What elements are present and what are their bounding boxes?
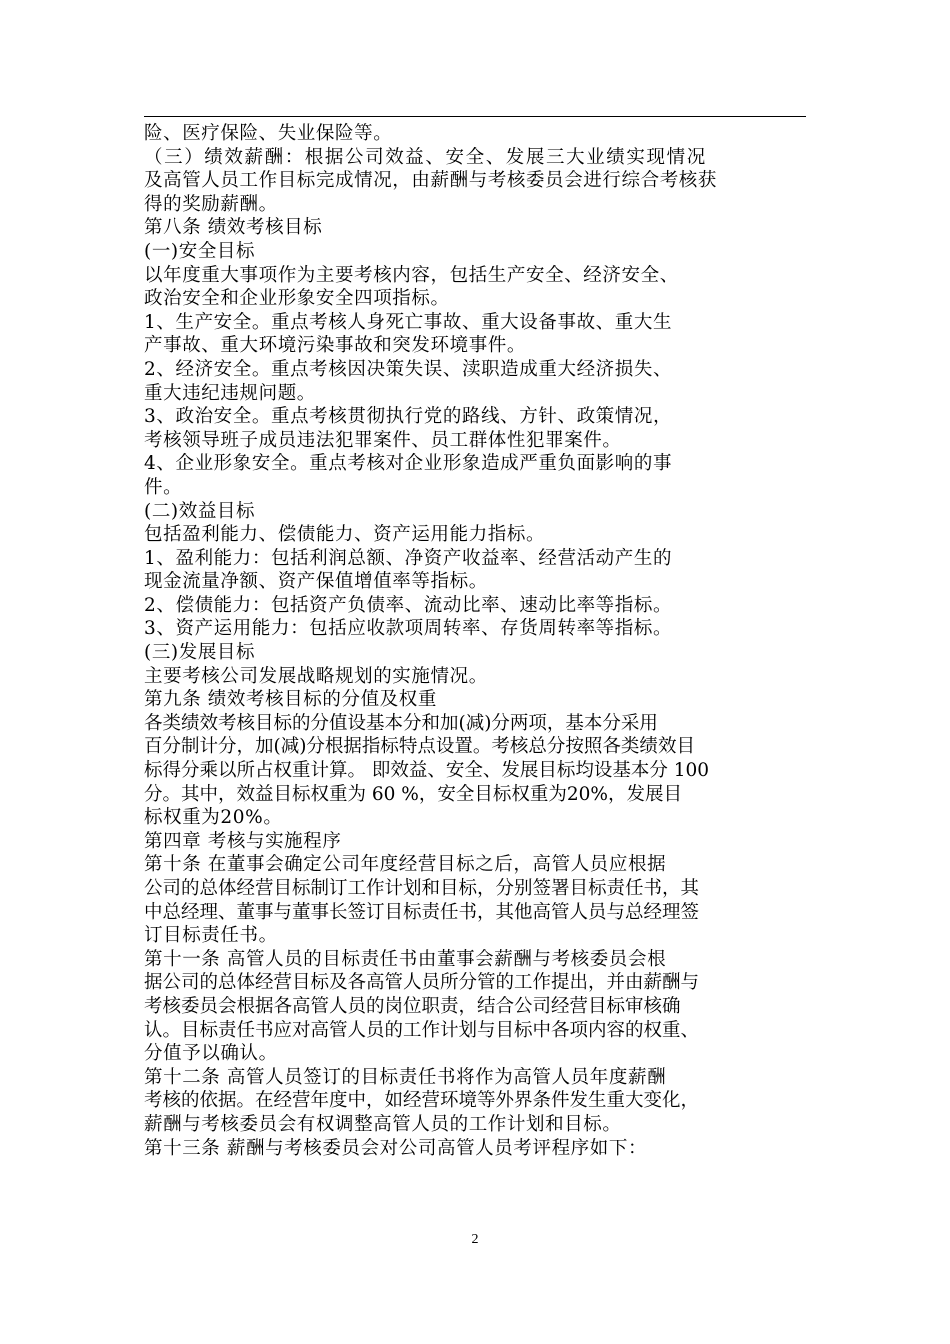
text-line: 政治安全和企业形象安全四项指标。 [144,288,450,310]
text-line: 及高管人员工作目标完成情况，由薪酬与考核委员会进行综合考核获 [144,170,718,192]
subsection-heading: (一)安全目标 [144,240,256,262]
text-line: 件。 [144,476,183,498]
text-line: 考核的依据。在经营年度中，如经营环境等外界条件发生重大变化， [144,1090,700,1112]
header-rule [144,116,806,117]
text-line: 2、偿债能力：包括资产负债率、流动比率、速动比率等指标。 [144,594,673,616]
text-line: 以年度重大事项作为主要考核内容，包括生产安全、经济安全、 [144,264,679,286]
text-line: 百分制计分，加(减)分根据指标特点设置。考核总分按照各类绩效目 [144,736,695,758]
text-line: 1、生产安全。重点考核人身死亡事故、重大设备事故、重大生 [144,311,673,333]
subsection-heading: (二)效益目标 [144,500,256,522]
section-heading: 第十条 在董事会确定公司年度经营目标之后，高管人员应根据 [144,854,667,876]
text-line: 考核领导班子成员违法犯罪案件、员工群体性犯罪案件。 [144,429,622,451]
text-line: （三）绩效薪酬：根据公司效益、安全、发展三大业绩实现情况 [144,146,707,168]
text-line: 重大违纪违规问题。 [144,382,316,404]
text-line: 1、盈利能力：包括利润总额、净资产收益率、经营活动产生的 [144,547,673,569]
subsection-heading: (三)发展目标 [144,642,256,664]
text-line: 包括盈利能力、偿债能力、资产运用能力指标。 [144,524,546,546]
section-heading: 第十三条 薪酬与考核委员会对公司高管人员考评程序如下： [144,1137,648,1159]
section-heading: 第八条 绩效考核目标 [144,217,323,239]
text-line: 得的奖励薪酬。 [144,193,278,215]
document-body [144,122,816,1160]
text-line: 分。其中，效益目标权重为 60 %，安全目标权重为20%，发展目 [144,783,683,805]
text-line: 标权重为20%。 [144,807,283,829]
text-line: 认。目标责任书应对高管人员的工作计划与目标中各项内容的权重、 [144,1019,700,1041]
text-line: 现金流量净额、资产保值增值率等指标。 [144,571,488,593]
text-line: 4、企业形象安全。重点考核对企业形象造成严重负面影响的事 [144,453,673,475]
text-line: 分值予以确认。 [144,1043,278,1065]
text-line: 3、资产运用能力：包括应收款项周转率、存货周转率等指标。 [144,618,673,640]
section-heading: 第十一条 高管人员的目标责任书由董事会薪酬与考核委员会根 [144,948,667,970]
text-line: 公司的总体经营目标制订工作计划和目标，分别签署目标责任书，其 [144,878,700,899]
text-line: 3、政治安全。重点考核贯彻执行党的路线、方针、政策情况， [144,406,673,428]
section-heading: 第十二条 高管人员签订的目标责任书将作为高管人员年度薪酬 [144,1066,667,1088]
chapter-heading: 第四章 考核与实施程序 [144,830,342,852]
page-number: 2 [471,1232,479,1247]
text-line: 主要考核公司发展战略规划的实施情况。 [144,665,488,687]
section-heading: 第九条 绩效考核目标的分值及权重 [144,689,437,711]
text-line: 订目标责任书。 [144,925,278,947]
text-line: 据公司的总体经营目标及各高管人员所分管的工作提出，并由薪酬与 [144,972,700,994]
text-line: 标得分乘以所占权重计算。 即效益、安全、发展目标均设基本分 100 [144,760,710,782]
text-line: 2、经济安全。重点考核因决策失误、渎职造成重大经济损失、 [144,358,673,380]
text-line: 薪酬与考核委员会有权调整高管人员的工作计划和目标。 [144,1113,622,1135]
text-line: 考核委员会根据各高管人员的岗位职责，结合公司经营目标审核确 [144,995,681,1017]
text-line: 各类绩效考核目标的分值设基本分和加(减)分两项，基本分采用 [144,712,658,734]
text-line: 中总经理、董事与董事长签订目标责任书，其他高管人员与总经理签 [144,901,700,923]
text-line: 险、医疗保险、失业保险等。 [144,123,393,144]
text-line: 产事故、重大环境污染事故和突发环境事件。 [144,335,527,357]
